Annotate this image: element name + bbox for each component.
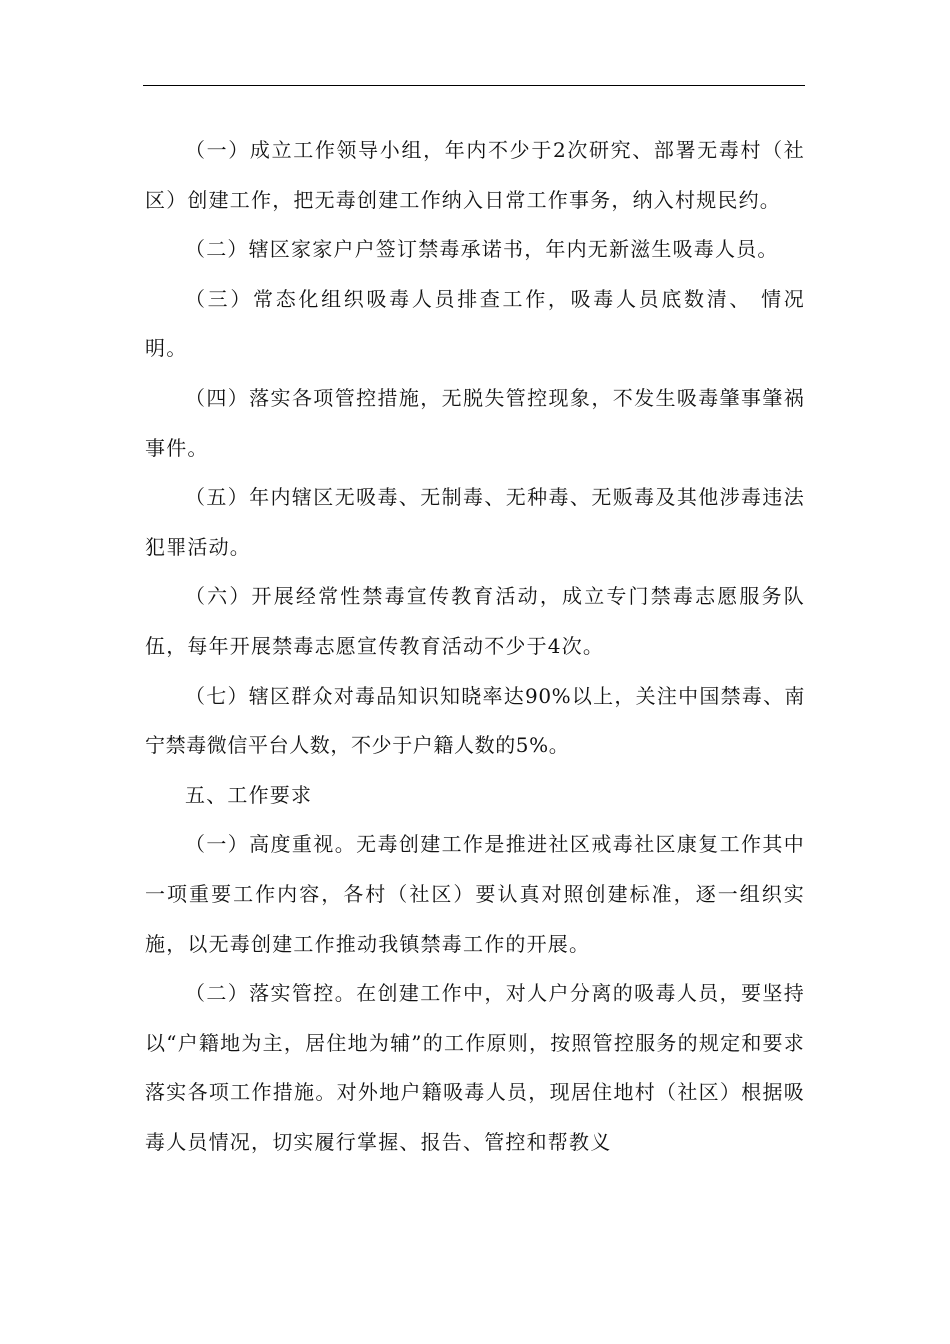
paragraph-6: （六）开展经常性禁毒宣传教育活动，成立专门禁毒志愿服务队伍，每年开展禁毒志愿宣传教育活动不少于4次。 — [145, 584, 805, 658]
requirement-2: （二）落实管控。在创建工作中，对人户分离的吸毒人员，要坚持以“户籍地为主，居住地为辅”的工作原则，按照管控服务的规定和要求落实各项工作措施。对外地户籍吸毒人员，现居住地村（社区）根据吸毒人员情况，切实履行掌握、报告、管控和帮教义 — [145, 981, 805, 1154]
requirement-1: （一）高度重视。无毒创建工作是推进社区戒毒社区康复工作其中一项重要工作内容，各村（社区）要认真对照创建标准，逐一组织实施，以无毒创建工作推动我镇禁毒工作的开展。 — [145, 832, 805, 956]
paragraph-4: （四）落实各项管控措施，无脱失管控现象，不发生吸毒肇事肇祸事件。 — [145, 385, 805, 460]
paragraph-5: （五）年内辖区无吸毒、无制毒、无种毒、无贩毒及其他涉毒违法犯罪活动。 — [145, 485, 805, 559]
paragraph-7: （七）辖区群众对毒品知识知晓率达90%以上，关注中国禁毒、南宁禁毒微信平台人数，不少于户籍人数的5%。 — [145, 683, 805, 758]
section-heading: 五、工作要求 — [185, 782, 313, 807]
paragraph-2: （二）辖区家家户户签订禁毒承诺书，年内无新滋生吸毒人员。 — [185, 237, 779, 262]
header-rule — [143, 85, 805, 86]
document-body — [145, 126, 805, 1167]
paragraph-3: （三）常态化组织吸毒人员排查工作，吸毒人员底数清、 情况明。 — [145, 286, 805, 361]
paragraph-1: （一）成立工作领导小组，年内不少于2次研究、部署无毒村（社区）创建工作，把无毒创建工作纳入日常工作事务，纳入村规民约。 — [145, 138, 805, 212]
